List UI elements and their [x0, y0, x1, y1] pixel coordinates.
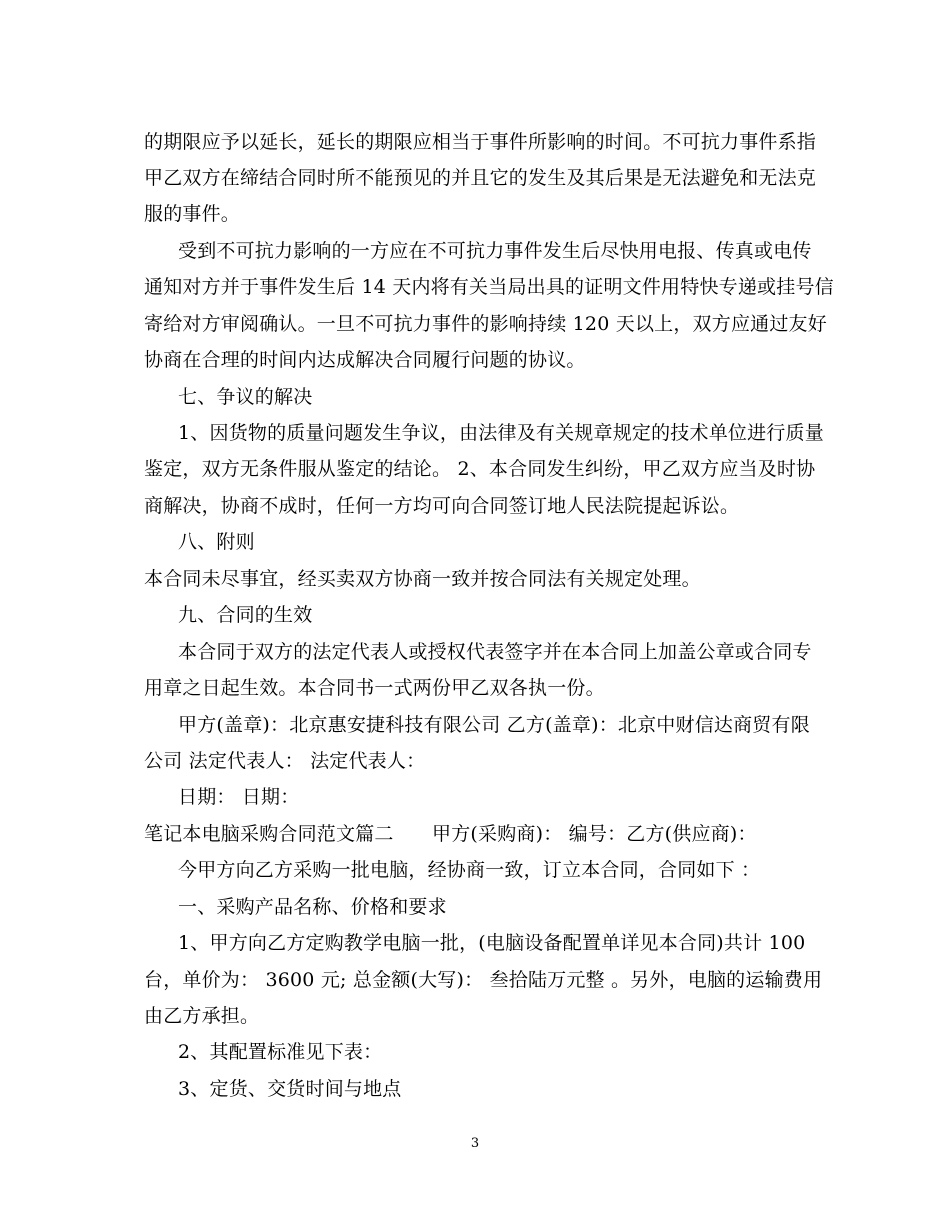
- section-heading: 八、附则: [178, 531, 255, 553]
- page-number: 3: [470, 1136, 480, 1151]
- text-line: 日期： 日期：: [178, 786, 300, 808]
- text-line: 3、定货、交货时间与地点: [178, 1078, 402, 1100]
- text-line: 本合同未尽事宜，经买卖双方协商一致并按合同法有关规定处理。: [144, 568, 701, 590]
- text-line: 今甲方向乙方采购一批电脑，经协商一致，订立本合同，合同如下 ：: [178, 859, 761, 881]
- text-line: 寄给对方审阅确认。一旦不可抗力事件的影响持续 120 天以上，双方应通过友好: [144, 313, 827, 335]
- text-line: 台，单价为： 3600 元; 总金额(大写)： 叁拾陆万元整 。另外，电脑的运输费用: [144, 969, 823, 991]
- text-line: 通知对方并于事件发生后 14 天内将有关当局出具的证明文件用特快专递或挂号信: [144, 276, 834, 298]
- subtitle-line: 笔记本电脑采购合同范文篇二 甲方(采购商)： 编号：乙方(供应商)：: [144, 823, 757, 845]
- text-line: 用章之日起生效。本合同书一式两份甲乙双各执一份。: [144, 677, 605, 699]
- text-line: 商解决，协商不成时，任何一方均可向合同签订地人民法院提起诉讼。: [144, 495, 740, 517]
- section-heading: 七、争议的解决: [178, 386, 313, 408]
- text-line: 鉴定，双方无条件服从鉴定的结论。 2、本合同发生纠纷，甲乙双方应当及时协: [144, 458, 816, 480]
- section-heading: 一、采购产品名称、价格和要求: [178, 896, 447, 918]
- text-line: 1、甲方向乙方定购教学电脑一批，(电脑设备配置单详见本合同)共计 100: [178, 932, 806, 954]
- section-heading: 九、合同的生效: [178, 604, 313, 626]
- text-line: 1、因货物的质量问题发生争议，由法律及有关规章规定的技术单位进行质量: [178, 422, 824, 444]
- text-line: 2、其配置标准见下表：: [178, 1041, 383, 1063]
- text-line: 的期限应予以延长，延长的期限应相当于事件所影响的时间。不可抗力事件系指: [144, 131, 817, 153]
- text-line: 甲方(盖章)：北京惠安捷科技有限公司 乙方(盖章)：北京中财信达商贸有限: [178, 714, 810, 736]
- text-line: 协商在合理的时间内达成解决合同履行问题的协议。: [144, 349, 586, 371]
- text-line: 服的事件。: [144, 203, 241, 225]
- text-line: 受到不可抗力影响的一方应在不可抗力事件发生后尽快用电报、传真或电传: [178, 240, 812, 262]
- text-line: 公司 法定代表人： 法定代表人：: [144, 750, 426, 772]
- text-line: 本合同于双方的法定代表人或授权代表签字并在本合同上加盖公章或合同专: [178, 641, 812, 663]
- text-line: 甲乙双方在缔结合同时所不能预见的并且它的发生及其后果是无法避免和无法克: [144, 167, 817, 189]
- text-line: 由乙方承担。: [144, 1005, 260, 1027]
